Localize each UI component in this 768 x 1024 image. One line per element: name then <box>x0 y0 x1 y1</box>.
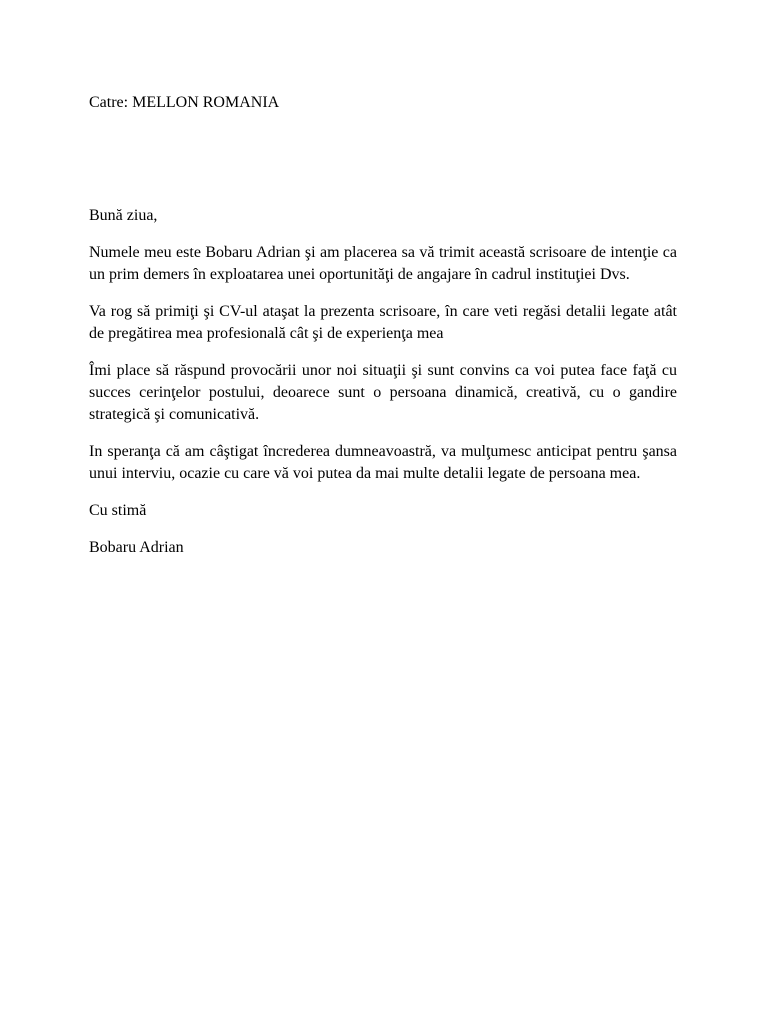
greeting: Bună ziua, <box>89 207 158 224</box>
signature: Bobaru Adrian <box>89 539 184 556</box>
letter-body <box>89 205 677 559</box>
closing: Cu stimă <box>89 502 147 519</box>
paragraph-motivation: Îmi place să răspund provocării unor noi situaţii şi sunt convins ca voi putea face faţă cu succes cerinţelor postului, deoarece sunt o persoana dinamică, creativă, cu o gandire strategică şi comunicativă. <box>89 362 677 423</box>
paragraph-thanks: In speranţa că am câştigat încrederea dumneavoastră, va mulţumesc anticipat pentru şansa unui interviu, ocazie cu care vă voi putea da mai multe detalii legate de persoana mea. <box>89 443 677 482</box>
paragraph-cv-attached: Va rog să primiţi şi CV-ul ataşat la prezenta scrisoare, în care veti regăsi detalii legate atât de pregătirea mea profesională cât şi de experienţa mea <box>89 303 677 342</box>
recipient-line: Catre: MELLON ROMANIA <box>89 94 280 111</box>
paragraph-introduction: Numele meu este Bobaru Adrian şi am placerea sa vă trimit această scrisoare de intenţie ca un prim demers în exploatarea unei oportunităţi de angajare în cadrul instituţiei Dvs. <box>89 244 677 283</box>
